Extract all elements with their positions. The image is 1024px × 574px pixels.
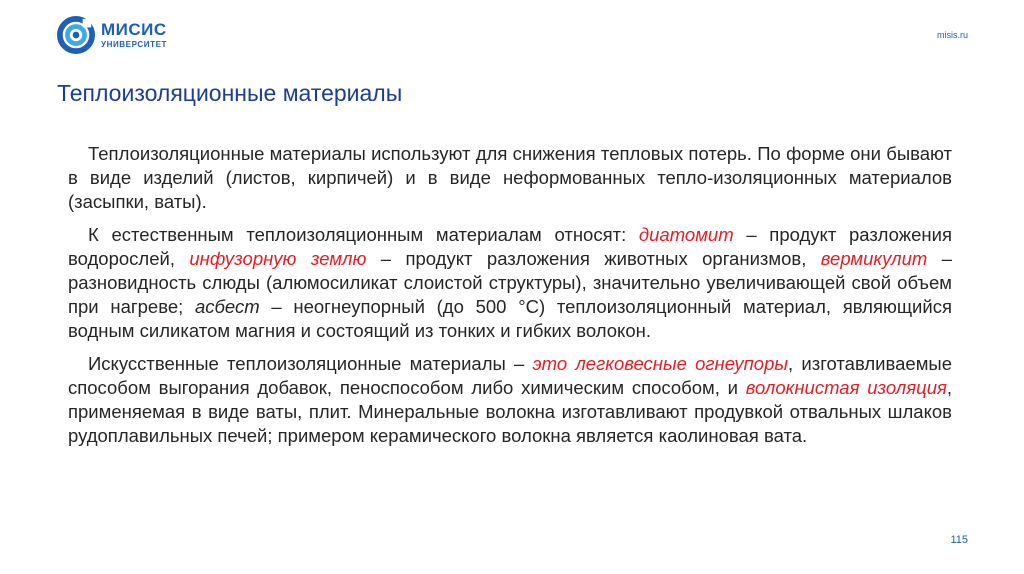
term-diatomite: диатомит [638, 224, 734, 245]
term-fiber-insulation: волокнистая изоляция [745, 377, 947, 398]
logo-subtitle: УНИВЕРСИТЕТ [101, 40, 167, 49]
logo-text [101, 21, 167, 49]
paragraph-2-text-5: – неогнеупорный (до 500 °С) теплоизоляционный материал, являющийся водным силикатом магния и состоящий из тонких и гибких волокон. [68, 296, 952, 341]
paragraph-3-text-3: , применяемая в виде ваты, плит. Минеральные волокна изготавливают продувкой отвальных шлаков рудоплавильных печей; примером керамического волокна является каолиновая вата. [68, 377, 953, 446]
university-logo[interactable] [57, 16, 167, 54]
slide-body [68, 142, 952, 457]
paragraph-2-text-1: К естественным теплоизоляционным материалам относят: [88, 224, 639, 245]
page-number: 115 [950, 534, 968, 546]
term-vermiculite: вермикулит [820, 248, 928, 269]
paragraph-3-text-1: Искусственные теплоизоляционные материалы – [88, 353, 533, 374]
paragraph-3 [68, 352, 952, 448]
paragraph-3-text-2: , изготавливаемые способом выгорания добавок, пеноспособом либо химическим способом, и [68, 353, 953, 398]
paragraph-2-text-2: – продукт разложения водорослей, [68, 224, 952, 269]
term-infusorial-earth: инфузорную землю [189, 248, 367, 269]
site-link[interactable]: misis.ru [937, 30, 968, 40]
misis-logo-icon [57, 16, 95, 54]
page-title: Теплоизоляционные материалы [57, 80, 403, 106]
paragraph-1: Теплоизоляционные материалы используют для снижения тепловых потерь. По форме они бывают в виде изделий (листов, кирпичей) и в виде неформованных тепло-изоляционных материалов (засыпки, ваты). [68, 143, 952, 212]
logo-title: МИСИС [101, 20, 167, 39]
term-lightweight-refractories: это легковесные огнеупоры [532, 353, 789, 374]
term-asbestos: асбест [194, 296, 260, 317]
paragraph-2-text-3: – продукт разложения животных организмов, [366, 248, 821, 269]
paragraph-2 [68, 223, 952, 343]
paragraph-2-text-4: – разновидность слюды (алюмосиликат слоистой структуры), значительно увеличивающей свой объем при нагреве; [68, 248, 952, 317]
